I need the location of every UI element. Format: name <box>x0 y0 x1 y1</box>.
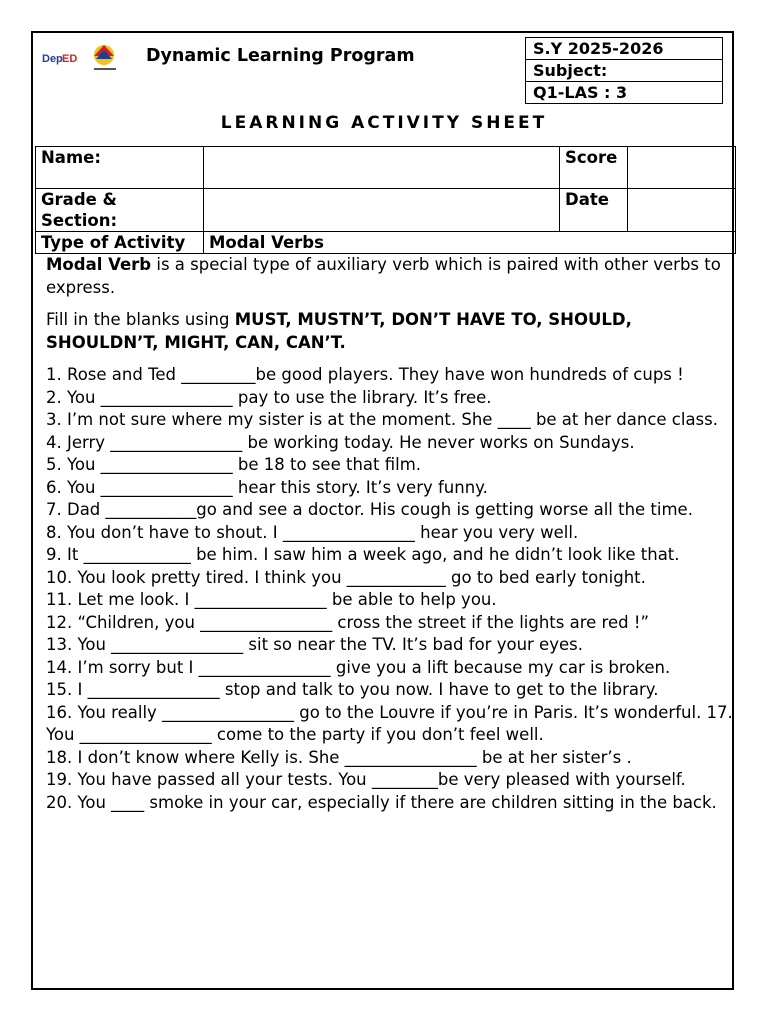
exercise-item: 3. I’m not sure where my sister is at the moment. She ____ be at her dance class. <box>46 410 718 429</box>
student-info-table <box>35 146 736 254</box>
las-number: Q1-LAS : 3 <box>533 83 628 102</box>
school-year: S.Y 2025-2026 <box>526 38 722 60</box>
exercise-item: 10. You look pretty tired. I think you ____________ go to bed early tonight. <box>46 567 646 587</box>
exercise-item: 8. You don’t have to shout. I ________________ hear you very well. <box>46 522 579 542</box>
exercise-item: 5. You ________________ be 18 to see that film. <box>46 455 422 474</box>
activity-type-label: Type of Activity <box>36 232 204 254</box>
exercise-item: 14. I’m sorry but I ________________ give you a lift because my car is broken. <box>46 657 671 677</box>
intro-paragraph <box>46 254 736 299</box>
instruction-words: MUST, MUSTN’T, DON’T HAVE TO, SHOULD, SHOULDN’T, MIGHT, CAN, CAN’T. <box>46 310 632 352</box>
exercise-item: 6. You ________________ hear this story. It’s very funny. <box>46 477 488 497</box>
exercise-item: 16. You really ________________ go to the Louvre if you’re in Paris. It’s wonderful. 17. You ________________ come to the party if you don’t feel well. <box>46 702 733 744</box>
grade-section-field[interactable] <box>204 189 560 232</box>
intro-text: is a special type of auxiliary verb which is paired with other verbs to express. <box>46 255 721 297</box>
score-field[interactable] <box>628 147 736 189</box>
exercise-item: 13. You ________________ sit so near the TV. It’s bad for your eyes. <box>46 635 583 654</box>
exercise-item: 2. You ________________ pay to use the library. It’s free. <box>46 387 492 407</box>
instruction-lead: Fill in the blanks using <box>46 310 235 329</box>
name-field[interactable] <box>204 147 560 189</box>
svg-text:Dep: Dep <box>42 53 63 65</box>
exercise-item: 7. Dad ___________go and see a doctor. His cough is getting worse all the time. <box>46 500 693 519</box>
exercise-item: 12. “Children, you ________________ cross the street if the lights are red !” <box>46 612 649 632</box>
deped-logos <box>42 42 127 76</box>
school-info-box <box>525 37 723 104</box>
exercise-item: 4. Jerry ________________ be working today. He never works on Sundays. <box>46 432 635 452</box>
score-label: Score <box>560 147 628 189</box>
exercise-item: 11. Let me look. I ________________ be able to help you. <box>46 590 497 609</box>
svg-text:ED: ED <box>62 53 78 65</box>
date-field[interactable] <box>628 189 736 232</box>
instruction-paragraph <box>46 309 736 354</box>
exercise-item: 20. You ____ smoke in your car, especially if there are children sitting in the back. <box>46 792 717 812</box>
exercise-item: 15. I ________________ stop and talk to you now. I have to get to the library. <box>46 680 659 699</box>
program-title: Dynamic Learning Program <box>146 46 415 66</box>
worksheet-content <box>46 254 736 814</box>
exercise-item: 9. It _____________ be him. I saw him a week ago, and he didn’t look like that. <box>46 545 680 564</box>
activity-type-value: Modal Verbs <box>204 232 736 254</box>
subject-label: Subject: <box>526 60 722 82</box>
exercise-list <box>46 364 736 814</box>
intro-term: Modal Verb <box>46 255 152 274</box>
exercise-item: 1. Rose and Ted _________be good players. They have won hundreds of cups ! <box>46 365 684 384</box>
exercise-item: 18. I don’t know where Kelly is. She ________________ be at her sister’s . <box>46 747 632 767</box>
date-label: Date <box>560 189 628 232</box>
exercise-item: 19. You have passed all your tests. You ________be very pleased with yourself. <box>46 770 686 789</box>
sheet-title: LEARNING ACTIVITY SHEET <box>220 113 548 133</box>
grade-section-label: Grade & Section: <box>36 189 204 232</box>
name-label: Name: <box>36 147 204 189</box>
